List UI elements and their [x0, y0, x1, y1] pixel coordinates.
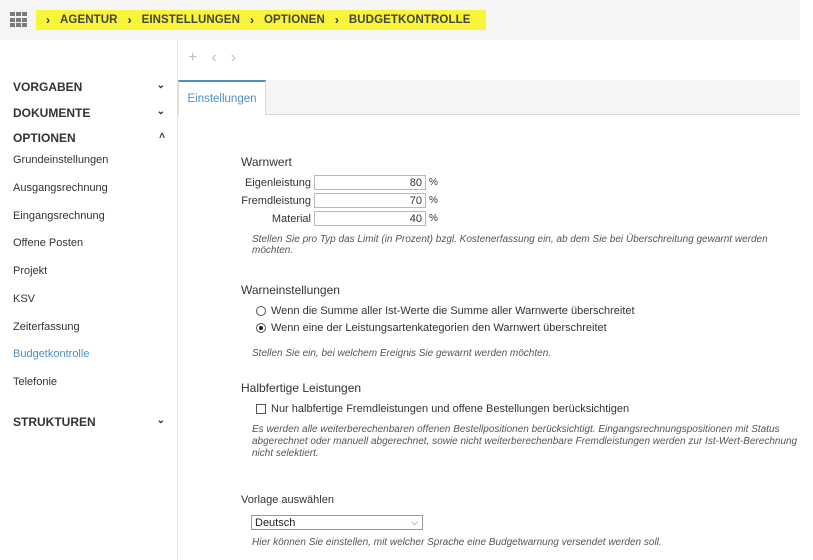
sidebar-item-eingangsrechnung[interactable]: Eingangsrechnung [13, 210, 105, 222]
section-title-halbfertige-leistungen: Halbfertige Leistungen [241, 381, 362, 395]
chevron-right-icon: › [46, 13, 50, 27]
radio-label: Wenn eine der Leistungsartenkategorien den Warnwert überschreitet [271, 322, 607, 334]
sidebar-section-label: DOKUMENTE [13, 106, 91, 120]
chevron-up-icon: ˄ [159, 131, 165, 142]
sidebar-item-grundeinstellungen[interactable]: Grundeinstellungen [13, 154, 109, 166]
vorlage-label: Vorlage auswählen [241, 494, 334, 506]
language-select-value: Deutsch [255, 516, 296, 529]
halbfertig-checkbox-row[interactable] [256, 403, 629, 415]
section-title-warneinstellungen: Warneinstellungen [241, 283, 340, 297]
checkbox[interactable] [256, 404, 266, 414]
breadcrumb-item-budgetkontrolle[interactable]: BUDGETKONTROLLE [348, 14, 471, 26]
app-grid-icon[interactable] [10, 12, 28, 28]
radio-option-summe[interactable] [256, 305, 635, 317]
top-bar [0, 0, 800, 40]
sidebar-section-label: OPTIONEN [13, 131, 76, 145]
checkbox-label: Nur halbfertige Fremdleistungen und offene Bestellungen berücksichtigen [271, 403, 630, 415]
tab-bar [178, 80, 800, 115]
breadcrumb-item-einstellungen[interactable]: EINSTELLUNGEN [141, 14, 240, 26]
halbfertig-help-line3: nicht selektiert. [252, 448, 319, 459]
chevron-down-icon: ⌵ [411, 517, 418, 527]
breadcrumb-item-optionen[interactable]: OPTIONEN [263, 14, 325, 26]
sidebar-section-label: VORGABEN [13, 80, 83, 94]
sidebar-section-optionen[interactable] [13, 131, 165, 145]
sidebar-item-budgetkontrolle[interactable]: Budgetkontrolle [13, 348, 90, 360]
tab-einstellungen[interactable]: Einstellungen [178, 80, 266, 115]
sidebar-item-offene-posten[interactable]: Offene Posten [13, 237, 84, 249]
sidebar-section-vorgaben[interactable] [13, 80, 165, 94]
material-input[interactable] [314, 211, 426, 226]
fremdleistung-label: Fremdleistung [241, 195, 311, 207]
chevron-down-icon: ⌄ [156, 415, 165, 426]
breadcrumb [36, 10, 486, 30]
eigenleistung-input[interactable] [314, 175, 426, 190]
chevron-right-icon: › [249, 13, 254, 27]
toolbar [178, 44, 236, 72]
halbfertig-help-line2: abgerechnet oder manuell abgerechnet, sowie nicht weiterberechenbare Fremdleistungen werden zur Ist-Wert-Berechnung [252, 436, 798, 447]
back-icon[interactable]: ‹ [211, 49, 217, 66]
material-label: Material [271, 213, 311, 225]
chevron-down-icon: ⌄ [156, 80, 165, 91]
sidebar-item-telefonie[interactable]: Telefonie [13, 376, 58, 388]
language-select[interactable] [251, 515, 423, 530]
sidebar [0, 40, 178, 560]
chevron-down-icon: ⌄ [156, 106, 165, 117]
sidebar-item-zeiterfassung[interactable]: Zeiterfassung [13, 321, 80, 333]
sidebar-section-strukturen[interactable] [13, 415, 165, 429]
sidebar-item-projekt[interactable]: Projekt [13, 265, 48, 277]
radio-option-kategorie[interactable] [256, 322, 607, 334]
percent-unit: % [429, 213, 438, 224]
add-icon[interactable]: + [188, 49, 198, 66]
vorlage-help: Hier können Sie einstellen, mit welcher Sprache eine Budgetwarnung versendet werden soll. [252, 537, 662, 548]
sidebar-item-ausgangsrechnung[interactable]: Ausgangsrechnung [13, 182, 108, 194]
halbfertig-help-line1: Es werden alle weiterberechenbaren offenen Bestellpositionen berücksichtigt. Eingangsrechnungspositionen mit Status [252, 424, 780, 435]
radio-button[interactable] [256, 306, 266, 316]
warnwert-help-line2: möchten. [252, 245, 294, 256]
sidebar-item-ksv[interactable]: KSV [13, 293, 36, 305]
percent-unit: % [429, 177, 438, 188]
warnwert-help-line1: Stellen Sie pro Typ das Limit (in Prozent) bzgl. Kostenerfassung ein, ab dem Sie bei Überschreitung gewarnt werden [252, 234, 768, 245]
percent-unit: % [429, 195, 438, 206]
sidebar-section-dokumente[interactable] [13, 106, 165, 120]
forward-icon[interactable]: › [230, 49, 236, 66]
fremdleistung-input[interactable] [314, 193, 426, 208]
chevron-right-icon: › [127, 13, 132, 27]
chevron-right-icon: › [334, 13, 339, 27]
section-title-warnwert: Warnwert [241, 155, 292, 169]
eigenleistung-label: Eigenleistung [244, 177, 311, 189]
breadcrumb-item-agentur[interactable]: AGENTUR [60, 14, 118, 26]
radio-label: Wenn die Summe aller Ist-Werte die Summe aller Warnwerte überschreitet [271, 305, 635, 317]
warneinstellungen-help: Stellen Sie ein, bei welchem Ereignis Sie gewarnt werden möchten. [252, 348, 552, 359]
radio-button-checked[interactable] [256, 323, 266, 333]
sidebar-section-label: STRUKTUREN [13, 415, 96, 429]
